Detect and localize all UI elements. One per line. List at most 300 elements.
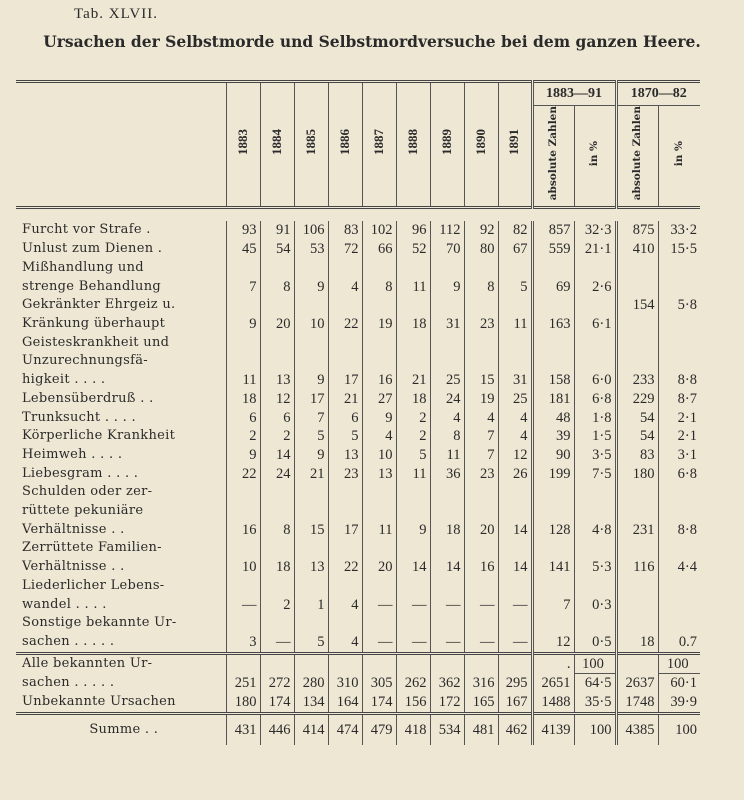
table-cell: 165	[464, 693, 498, 713]
row-label: higkeit . . . .	[16, 371, 226, 390]
table-cell	[574, 614, 616, 633]
table-cell	[574, 352, 616, 371]
table-cell	[498, 502, 532, 521]
table-cell	[260, 483, 294, 502]
table-cell: 1·5	[574, 427, 616, 446]
table-cell	[464, 483, 498, 502]
table-cell	[616, 577, 658, 596]
table-cell: 446	[260, 713, 294, 745]
table-cell	[498, 653, 532, 674]
table-cell: 163	[532, 315, 574, 334]
table-cell: 12	[260, 390, 294, 409]
spacer-row	[16, 207, 700, 221]
table-cell	[396, 653, 430, 674]
table-cell	[498, 352, 532, 371]
table-cell	[574, 539, 616, 558]
table-cell: 8	[430, 427, 464, 446]
year-header: 1891	[498, 82, 532, 208]
table-cell: 10	[294, 315, 328, 334]
table-cell: 100	[574, 713, 616, 745]
table-cell	[616, 483, 658, 502]
table-cell: 18	[396, 315, 430, 334]
table-cell	[328, 577, 362, 596]
table-cell: 13	[362, 465, 396, 484]
table-cell: 262	[396, 674, 430, 693]
table-cell	[532, 539, 574, 558]
table-cell	[328, 502, 362, 521]
table-cell: 11	[396, 465, 430, 484]
table-cell	[574, 483, 616, 502]
row-label: Schulden oder zer-	[16, 483, 226, 502]
table-cell: 26	[498, 465, 532, 484]
table-cell: 45	[226, 240, 260, 259]
table-cell: 90	[532, 446, 574, 465]
table-cell	[430, 653, 464, 674]
table-cell: 5	[294, 633, 328, 653]
row-label: Sonstige bekannte Ur-	[16, 614, 226, 633]
table-cell: 474	[328, 713, 362, 745]
table-cell	[396, 296, 430, 315]
table-cell	[616, 614, 658, 633]
table-cell: 11	[430, 446, 464, 465]
table-cell	[328, 334, 362, 353]
table-cell	[430, 614, 464, 633]
row-label: Mißhandlung und	[16, 259, 226, 278]
table-cell: 17	[328, 371, 362, 390]
table-label: Tab. XLVII.	[74, 6, 158, 22]
year-header: 1886	[328, 82, 362, 208]
table-cell: 8·7	[658, 390, 700, 409]
table-cell	[498, 296, 532, 315]
table-row	[16, 446, 700, 465]
table-cell: 141	[532, 558, 574, 577]
table-cell: 233	[616, 371, 658, 390]
table-cell	[362, 577, 396, 596]
table-cell: 156	[396, 693, 430, 713]
row-label: Geisteskrankheit und	[16, 334, 226, 353]
table-cell	[658, 483, 700, 502]
table-cell: 91	[260, 221, 294, 240]
table-cell	[260, 577, 294, 596]
table-cell	[260, 296, 294, 315]
table-cell: 272	[260, 674, 294, 693]
table-cell	[532, 259, 574, 278]
table-cell: 83	[328, 221, 362, 240]
table-cell	[362, 502, 396, 521]
table-cell	[498, 539, 532, 558]
table-cell: 64·5	[574, 674, 616, 693]
table-cell	[226, 577, 260, 596]
row-label: Verhältnisse . .	[16, 521, 226, 540]
table-cell: 25	[430, 371, 464, 390]
table-cell: 14	[260, 446, 294, 465]
table-cell: 2651	[532, 674, 574, 693]
table-cell: —	[226, 596, 260, 615]
table-cell	[658, 278, 700, 297]
table-cell: 134	[294, 693, 328, 713]
row-label: Alle bekannten Ur-	[16, 653, 226, 674]
table-cell: 5·8	[658, 296, 700, 315]
table-cell	[328, 614, 362, 633]
table-cell: 1488	[532, 693, 574, 713]
table-cell: 72	[328, 240, 362, 259]
table-cell: 12	[498, 446, 532, 465]
table-cell: —	[396, 633, 430, 653]
table-cell: 36	[430, 465, 464, 484]
table-cell: 5	[328, 427, 362, 446]
table-cell: 24	[430, 390, 464, 409]
table-cell	[362, 334, 396, 353]
table-cell	[464, 334, 498, 353]
table-cell: 6·1	[574, 315, 616, 334]
table-cell: 857	[532, 221, 574, 240]
table-cell: 16	[464, 558, 498, 577]
table-cell: 1·8	[574, 409, 616, 428]
table-cell: 19	[362, 315, 396, 334]
table-cell	[616, 315, 658, 334]
table-cell: 52	[396, 240, 430, 259]
row-label: Körperliche Krankheit	[16, 427, 226, 446]
table-cell: 2	[260, 427, 294, 446]
table-cell: 20	[464, 521, 498, 540]
table-cell: 54	[260, 240, 294, 259]
year-header: 1887	[362, 82, 396, 208]
table-cell	[294, 577, 328, 596]
row-label: wandel . . . .	[16, 596, 226, 615]
row-label: sachen . . . . .	[16, 633, 226, 653]
table-row	[16, 558, 700, 577]
percent-header: in %	[658, 106, 700, 208]
table-cell: 11	[396, 278, 430, 297]
table-cell: 9	[362, 409, 396, 428]
table-cell: 7	[464, 446, 498, 465]
table-cell: 410	[616, 240, 658, 259]
year-header: 1889	[430, 82, 464, 208]
row-label: rüttete pekuniäre	[16, 502, 226, 521]
percent-header: in %	[574, 106, 616, 208]
row-label: sachen . . . . .	[16, 674, 226, 693]
table-cell: 164	[328, 693, 362, 713]
table-cell	[362, 614, 396, 633]
table-cell: 18	[616, 633, 658, 653]
table-cell: 310	[328, 674, 362, 693]
table-cell: 82	[498, 221, 532, 240]
table-cell	[294, 539, 328, 558]
table-cell	[260, 539, 294, 558]
table-cell: 18	[430, 521, 464, 540]
table-cell: 102	[362, 221, 396, 240]
table-cell: 23	[464, 315, 498, 334]
table-cell	[396, 614, 430, 633]
table-cell: 167	[498, 693, 532, 713]
row-label: Liebesgram . . . .	[16, 465, 226, 484]
table-cell	[260, 614, 294, 633]
table-cell: 0.7	[658, 633, 700, 653]
table-cell	[328, 259, 362, 278]
table-cell: 3	[226, 633, 260, 653]
table-cell: 23	[464, 465, 498, 484]
table-cell: 11	[226, 371, 260, 390]
absolute-header: absolute Zahlen	[616, 106, 658, 208]
table-cell: 4	[430, 409, 464, 428]
table-cell: —	[396, 596, 430, 615]
table-cell: —	[362, 596, 396, 615]
table-cell: —	[498, 633, 532, 653]
row-label: Summe . .	[16, 713, 226, 745]
table-cell	[430, 502, 464, 521]
table-cell: 11	[498, 315, 532, 334]
group-header-1883-91: 1883—91	[532, 82, 616, 106]
table-row	[16, 390, 700, 409]
table-cell	[574, 577, 616, 596]
table-cell	[294, 653, 328, 674]
table-cell	[362, 483, 396, 502]
table-cell	[260, 259, 294, 278]
table-cell	[498, 483, 532, 502]
table-cell: 2	[226, 427, 260, 446]
table-cell: 67	[498, 240, 532, 259]
table-cell	[396, 352, 430, 371]
table-cell: 18	[226, 390, 260, 409]
table-cell	[294, 296, 328, 315]
table-cell: 93	[226, 221, 260, 240]
table-cell: 66	[362, 240, 396, 259]
table-cell: 4	[498, 427, 532, 446]
table-cell	[532, 614, 574, 633]
table-row	[16, 653, 700, 674]
table-cell: 18	[396, 390, 430, 409]
table-cell: 22	[328, 558, 362, 577]
table-row	[16, 221, 700, 240]
table-cell: 9	[294, 446, 328, 465]
table-cell: 316	[464, 674, 498, 693]
table-row	[16, 713, 700, 745]
table-cell	[464, 502, 498, 521]
table-cell: 180	[616, 465, 658, 484]
table-row	[16, 334, 700, 353]
table-cell	[464, 539, 498, 558]
table-cell: 2·1	[658, 409, 700, 428]
table-cell: 21	[294, 465, 328, 484]
table-row	[16, 465, 700, 484]
row-label: Lebensüberdruß . .	[16, 390, 226, 409]
table-cell: 280	[294, 674, 328, 693]
absolute-header: absolute Zahlen	[532, 106, 574, 208]
table-cell: 2	[396, 427, 430, 446]
table-cell	[362, 539, 396, 558]
table-cell: 6·8	[658, 465, 700, 484]
table-cell	[498, 334, 532, 353]
table-cell: 106	[294, 221, 328, 240]
table-cell: 33·2	[658, 221, 700, 240]
table-cell: 4385	[616, 713, 658, 745]
table-cell	[498, 259, 532, 278]
table-cell: .	[532, 653, 574, 674]
table-cell: 251	[226, 674, 260, 693]
row-label: Unbekannte Ursachen	[16, 693, 226, 713]
table-cell: 10	[362, 446, 396, 465]
table-cell	[328, 352, 362, 371]
table-cell	[616, 539, 658, 558]
table-cell	[616, 502, 658, 521]
table-cell	[226, 483, 260, 502]
table-cell: —	[464, 596, 498, 615]
table-cell: 53	[294, 240, 328, 259]
table-cell	[658, 315, 700, 334]
table-cell	[362, 352, 396, 371]
table-cell: 48	[532, 409, 574, 428]
table-cell	[328, 296, 362, 315]
table-cell: 1	[294, 596, 328, 615]
table-cell: 9	[294, 371, 328, 390]
table-row	[16, 483, 700, 502]
table-cell: 431	[226, 713, 260, 745]
table-cell: 17	[328, 521, 362, 540]
table-cell	[396, 483, 430, 502]
table-cell: 362	[430, 674, 464, 693]
table-cell	[464, 653, 498, 674]
table-cell: 15	[294, 521, 328, 540]
table-cell	[616, 259, 658, 278]
table-cell: 21·1	[574, 240, 616, 259]
table-cell: 11	[362, 521, 396, 540]
table-cell: 875	[616, 221, 658, 240]
year-header: 1885	[294, 82, 328, 208]
table-cell: 3·5	[574, 446, 616, 465]
table-row	[16, 278, 700, 297]
table-cell: 5·3	[574, 558, 616, 577]
table-cell: 96	[396, 221, 430, 240]
table-cell: 4·8	[574, 521, 616, 540]
table-cell: 8	[260, 278, 294, 297]
table-cell: 2·1	[658, 427, 700, 446]
table-cell	[532, 483, 574, 502]
table-cell: 22	[226, 465, 260, 484]
row-label: Gekränkter Ehrgeiz u.	[16, 296, 226, 315]
table-cell: 22	[328, 315, 362, 334]
table-row	[16, 521, 700, 540]
table-cell: 2	[396, 409, 430, 428]
row-label: Heimweh . . . .	[16, 446, 226, 465]
table-cell	[328, 539, 362, 558]
row-label: Kränkung überhaupt	[16, 315, 226, 334]
table-cell	[532, 334, 574, 353]
table-cell: 13	[328, 446, 362, 465]
row-label: Unzurechnungsfä-	[16, 352, 226, 371]
table-cell: 6	[260, 409, 294, 428]
table-cell	[464, 577, 498, 596]
row-label: Furcht vor Strafe .	[16, 221, 226, 240]
table-cell: 158	[532, 371, 574, 390]
table-cell: 4·4	[658, 558, 700, 577]
table-cell: 14	[430, 558, 464, 577]
table-cell: 481	[464, 713, 498, 745]
table-cell	[616, 334, 658, 353]
table-cell	[616, 352, 658, 371]
table-cell	[226, 259, 260, 278]
table-cell: 4	[362, 427, 396, 446]
table-cell: 4	[498, 409, 532, 428]
table-cell: 180	[226, 693, 260, 713]
table-cell	[260, 334, 294, 353]
table-cell: 5	[396, 446, 430, 465]
table-cell: 10	[226, 558, 260, 577]
table-cell	[260, 653, 294, 674]
table-cell: 112	[430, 221, 464, 240]
table-cell	[226, 352, 260, 371]
table-cell: 479	[362, 713, 396, 745]
table-cell	[464, 259, 498, 278]
table-cell	[396, 259, 430, 278]
table-row	[16, 409, 700, 428]
table-cell: 6·8	[574, 390, 616, 409]
table-row	[16, 502, 700, 521]
table-row	[16, 315, 700, 334]
table-cell	[574, 502, 616, 521]
table-cell: 6	[328, 409, 362, 428]
table-cell: —	[430, 633, 464, 653]
table-cell	[658, 577, 700, 596]
table-cell	[396, 539, 430, 558]
year-header: 1884	[260, 82, 294, 208]
table-cell: 7	[532, 596, 574, 615]
table-cell: 9	[294, 278, 328, 297]
table-cell: 27	[362, 390, 396, 409]
table-cell: 7	[464, 427, 498, 446]
table-cell	[616, 278, 658, 297]
table-cell: 7·5	[574, 465, 616, 484]
table-cell: 14	[396, 558, 430, 577]
table-cell: 418	[396, 713, 430, 745]
table-cell: —	[260, 633, 294, 653]
table-cell: 534	[430, 713, 464, 745]
table-cell	[658, 539, 700, 558]
table-cell: 116	[616, 558, 658, 577]
table-cell	[328, 483, 362, 502]
table-cell: 15	[464, 371, 498, 390]
table-cell: 83	[616, 446, 658, 465]
table-cell	[616, 653, 658, 674]
table-row	[16, 596, 700, 615]
table-cell: 19	[464, 390, 498, 409]
group-header-1870-82: 1870—82	[616, 82, 700, 106]
table-cell	[294, 502, 328, 521]
table-cell	[362, 296, 396, 315]
table-row	[16, 240, 700, 259]
table-cell: 23	[328, 465, 362, 484]
table-cell: 31	[430, 315, 464, 334]
table-cell	[430, 334, 464, 353]
table-cell: 39·9	[658, 693, 700, 713]
table-cell: 0·5	[574, 633, 616, 653]
table-cell: —	[498, 596, 532, 615]
table-cell	[430, 296, 464, 315]
table-cell: 0·3	[574, 596, 616, 615]
table-cell: 25	[498, 390, 532, 409]
table-cell: 8	[260, 521, 294, 540]
table-cell	[498, 614, 532, 633]
table-cell	[226, 296, 260, 315]
table-cell	[294, 334, 328, 353]
year-header: 1883	[226, 82, 260, 208]
table-cell	[362, 259, 396, 278]
table-cell: 100	[658, 653, 700, 674]
table-cell: 13	[260, 371, 294, 390]
table-row	[16, 259, 700, 278]
table-cell: 5	[498, 278, 532, 297]
table-row	[16, 296, 700, 315]
table-cell: 229	[616, 390, 658, 409]
